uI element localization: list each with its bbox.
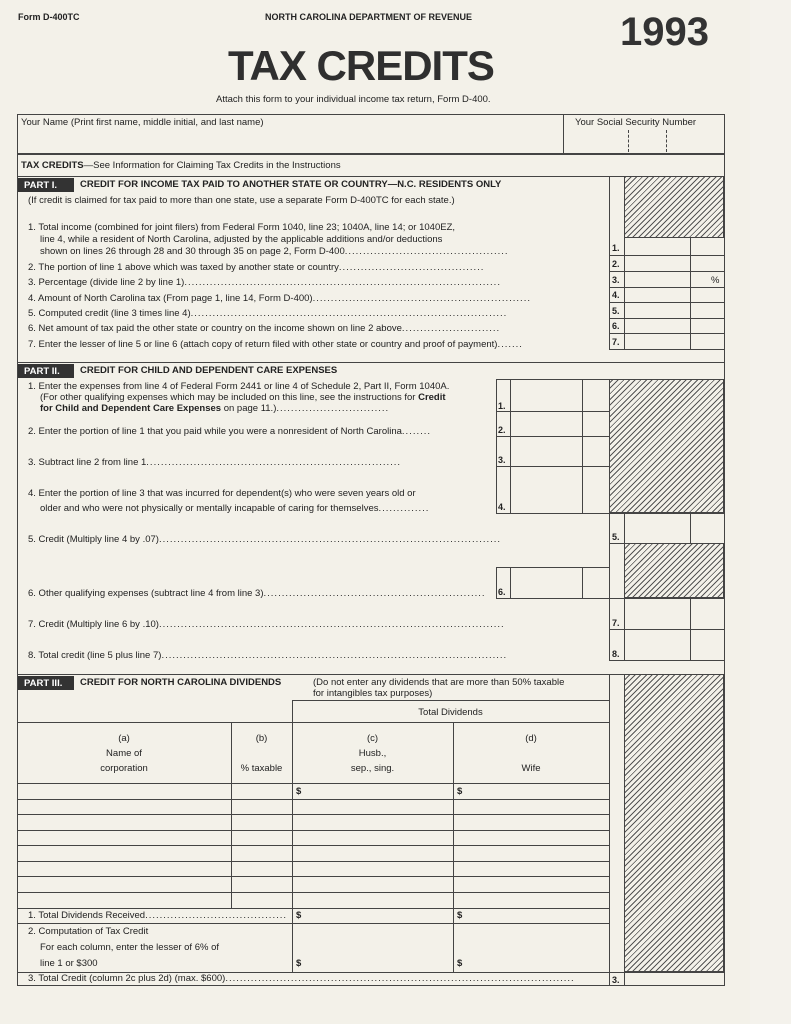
- tax-year: 1993: [620, 10, 709, 54]
- part2-hatch-top: [609, 379, 724, 513]
- part3-line1-wife-input[interactable]: [466, 909, 608, 922]
- dividend-name-inputs[interactable]: [18, 800, 230, 907]
- part2-tag: PART II.: [18, 364, 74, 378]
- part1-line4-input[interactable]: [625, 288, 723, 302]
- name-input[interactable]: [21, 131, 556, 153]
- attach-note: Attach this form to your individual income tax return, Form D-400.: [216, 94, 491, 105]
- department: NORTH CAROLINA DEPARTMENT OF REVENUE: [265, 12, 472, 22]
- part1-line6-input[interactable]: [625, 319, 723, 333]
- part1-line1-input[interactable]: [625, 240, 723, 254]
- part1-line2-input[interactable]: [625, 256, 723, 270]
- part2-title: CREDIT FOR CHILD AND DEPENDENT CARE EXPENSES: [80, 365, 338, 376]
- percent-sign: %: [711, 275, 720, 286]
- part3-line2-husb-input[interactable]: [305, 925, 452, 971]
- dividend-wife-inputs[interactable]: [454, 785, 608, 907]
- page-title: TAX CREDITS: [228, 42, 494, 89]
- ssn-label: Your Social Security Number: [575, 117, 697, 128]
- dividend-percent-inputs[interactable]: [232, 800, 291, 907]
- part2-line1-input[interactable]: [511, 381, 581, 410]
- part3-line3-input[interactable]: [625, 973, 723, 985]
- part2-line2-input[interactable]: [511, 413, 581, 435]
- part2-line6-input[interactable]: [511, 569, 581, 597]
- part3-hatch: [624, 674, 724, 972]
- part3-tag: PART III.: [18, 676, 74, 690]
- form-id: Form D-400TC: [18, 12, 80, 22]
- intro-line: TAX CREDITS—See Information for Claiming Tax Credits in the Instructions: [21, 160, 341, 171]
- part2-hatch-mid: [624, 543, 724, 598]
- part3-line2-wife-input[interactable]: [466, 925, 608, 971]
- part1-tag: PART I.: [18, 178, 74, 192]
- part3-title: CREDIT FOR NORTH CAROLINA DIVIDENDS: [80, 677, 282, 688]
- part1-hatch: [624, 176, 724, 238]
- total-dividends-header: Total Dividends: [418, 707, 483, 718]
- part2-line8-input[interactable]: [625, 631, 723, 659]
- part2-line5-input[interactable]: [625, 515, 723, 542]
- part1-title: CREDIT FOR INCOME TAX PAID TO ANOTHER STATE OR COUNTRY—N.C. RESIDENTS ONLY: [80, 179, 502, 190]
- part1-line5-input[interactable]: [625, 303, 723, 317]
- tax-form-page: Form D-400TC NORTH CAROLINA DEPARTMENT OF REVENUE 1993 TAX CREDITS Attach this form to your individual income tax return, Form D-400. Your Name (Print first name, middle initial, and last name) Your Social Security Number TAX CREDITS—See Information for Claiming Tax Credits in the Instructions PART I. CREDIT FOR INCOME TAX PAID TO ANOTHER STATE OR COUNTRY—N.C. RESIDENTS ONLY (If credit is claimed for tax paid to more than one state, use a separate Form D-400TC for each state.) 1. Total income (combined for joint filers) from Federal Form 1040, line 23; 1040A, line 14; or 1040EZ, line 4, while a resident of North Carolina, adjusted by the applicable additions and/or deductions shown on lines 26 through 28 and 30 through 35 on page 2, Form D-400............................................. 2. The portion of line 1 above which was taxed by another state or country........................................ 3. Percentage (divide line 2 by line 1)....................................................................................... 4. Amount of North Carolina tax (From page 1, line 14, Form D-400)............................................................ 5. Computed credit (line 3 times line 4)....................................................................................... 6. Net amount of tax paid the other state or country on the income shown on line 2 above........................... 7. Enter the lesser of line 5 or line 6 (attach copy of return filed with other state or country and proof of payment)....... 1. 2. 3. 4. 5. 6. 7. % PART II. CREDIT FOR CHILD AND DEPENDENT CARE EXPENSES 1. Enter the expenses from line 4 of Federal Form 2441 or line 4 of Schedule 2, Part II, Form 1040A. (For other qualifying expenses which may be included on this line, see the instructions for Credit for Child and Dependent Care Expenses on page 11.)............................... 2. Enter the portion of line 1 that you paid while you were a nonresident of North Carolina........ 3. Subtract line 2 from line 1...................................................................... 4. Enter the portion of line 3 that was incurred for dependent(s) who were seven years old or older and who were not physically or mentally incapable of caring for themselves.............. 5. Credit (Multiply line 4 by .07).............................................................................................. 6. Other qualifying expenses (subtract line 4 from line 3)............................................................. 7. Credit (Multiply line 6 by .10)............................................................................................... 8. Total credit (line 5 plus line 7)............................................................................................... 1. 2. 3. 4. 5. 6. 7. 8. PART III. CREDIT FOR NORTH CAROLINA DIVIDENDS (Do not enter any dividends that are more than 50% taxable for intangibles tax purposes) Total Dividends (a) Name of corporation (b) % taxable (c) Husb., sep., sing. (d) Wife $ $ 1. Total Dividends Received....................................... $ $ 2. Computation of Tax Credit For each column, enter the lesser of 6% of line 1 or $300 $ $ 3. Total Credit (column 2c plus 2d) (max. $600)................................................................................................ 3.: [0, 0, 750, 1024]
- ssn-input[interactable]: [575, 131, 712, 153]
- part1-note: (If credit is claimed for tax paid to more than one state, use a separate Form D-400TC for each state.): [28, 195, 455, 206]
- part1-line7-input[interactable]: [625, 334, 723, 348]
- part2-line3-input[interactable]: [511, 438, 581, 465]
- name-label: Your Name (Print first name, middle initial, and last name): [21, 117, 264, 128]
- part2-line7-input[interactable]: [625, 600, 723, 628]
- part3-line1-husb-input[interactable]: [305, 909, 452, 922]
- part2-line4-input[interactable]: [511, 468, 581, 512]
- part1-line3-input[interactable]: [625, 272, 709, 286]
- dividend-husb-inputs[interactable]: [293, 785, 452, 907]
